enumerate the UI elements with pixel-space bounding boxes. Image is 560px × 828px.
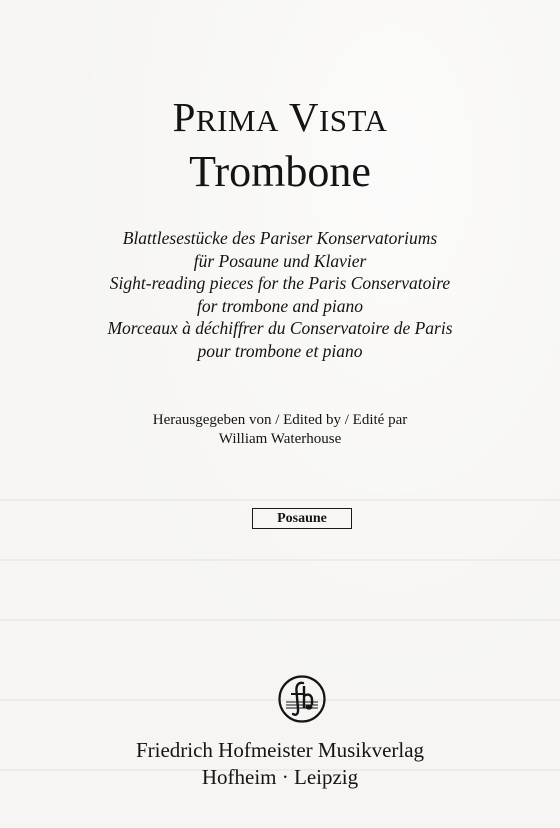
subtitle-french-1: Morceaux à déchiffrer du Conservatoire de Paris [107, 318, 453, 338]
title-rest-ista: ISTA [318, 103, 388, 138]
title-initial-p: P [172, 94, 196, 140]
publisher-location: Hofheim · Leipzig [201, 765, 359, 789]
subtitle-french-2: pour trombone et piano [197, 340, 363, 361]
editor-label: Herausgegeben von / Edited by / Edité par [152, 412, 408, 428]
publisher-name: Friedrich Hofmeister Musikverlag [135, 738, 425, 762]
subtitle-english-1: Sight-reading pieces for the Paris Conservatoire [109, 273, 451, 293]
instrument-title: Trombone [189, 147, 371, 196]
editor-name: William Waterhouse [218, 431, 342, 447]
main-title [0, 94, 560, 140]
title-initial-v: V [288, 94, 319, 140]
editor-credit [0, 411, 560, 449]
subtitle-german-1: Blattlesestücke des Pariser Konservatoriums [122, 228, 438, 248]
part-label-box: Posaune [252, 508, 352, 529]
subtitle-german-2: für Posaune und Klavier [193, 250, 367, 271]
publisher-block [0, 737, 560, 791]
title-rest-rima: RIMA [195, 103, 279, 138]
hofmeister-clef-logo-icon [277, 674, 327, 724]
subtitle-english-2: for trombone and piano [196, 295, 364, 316]
subtitle-block [0, 227, 560, 362]
